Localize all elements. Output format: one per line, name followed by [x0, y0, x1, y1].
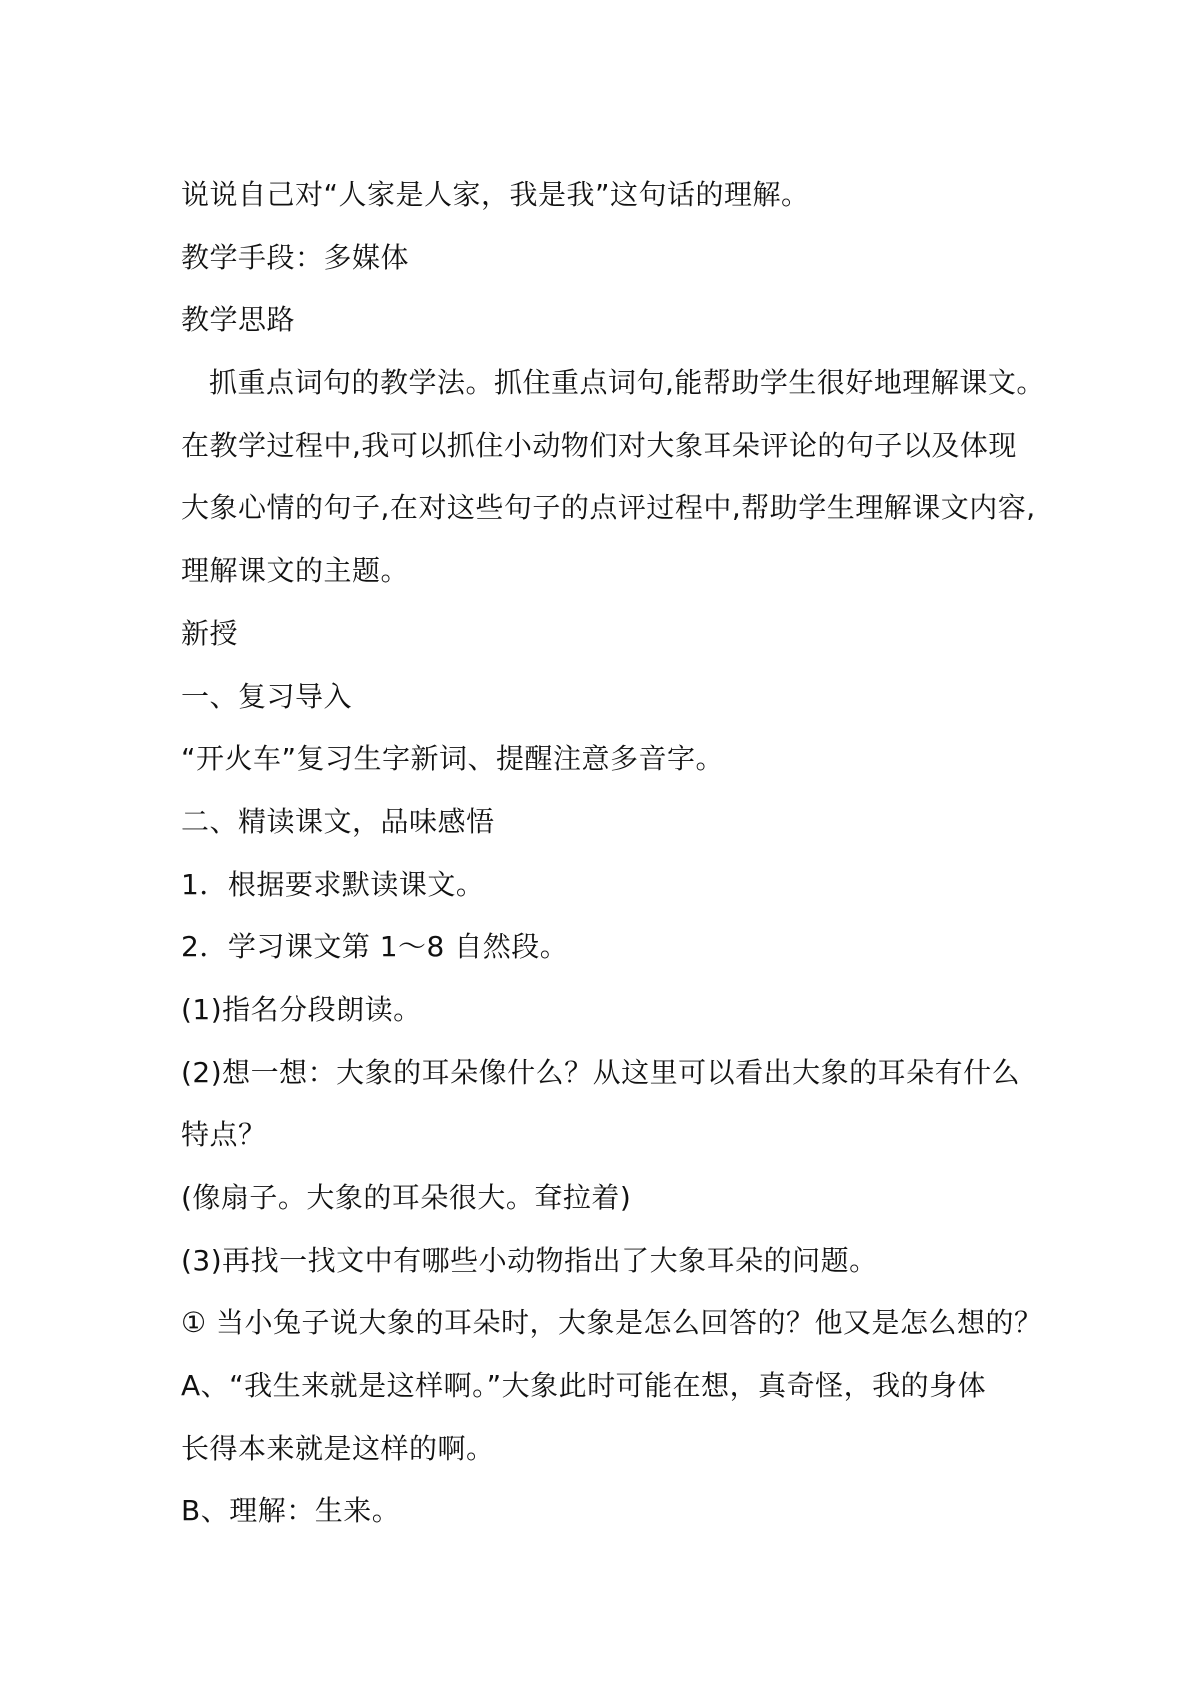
list-item: A、“我生来就是这样啊。”大象此时可能在想，真奇怪，我的身体 [181, 1369, 987, 1403]
document-body [181, 164, 1045, 1543]
section-heading: 教学思路 [181, 303, 296, 337]
text-line: 长得本来就是这样的啊。 [181, 1431, 495, 1465]
text-line: 教学手段：多媒体 [181, 240, 410, 274]
list-item: B、理解：生来。 [181, 1494, 401, 1528]
list-item: (1)指名分段朗读。 [181, 992, 422, 1026]
list-item: 1．根据要求默读课文。 [181, 867, 485, 901]
text-line: 在教学过程中,我可以抓住小动物们对大象耳朵评论的句子以及体现 [181, 428, 1017, 462]
text-line: 特点？ [181, 1118, 267, 1152]
text-line: (像扇子。大象的耳朵很大。耷拉着) [181, 1181, 632, 1214]
text-line: 理解课文的主题。 [181, 554, 410, 588]
text-line: 说说自己对“人家是人家，我是我”这句话的理解。 [181, 178, 810, 211]
section-heading: 二、精读课文，品味感悟 [181, 804, 495, 838]
section-heading: 新授 [181, 616, 239, 650]
text-line: 抓重点词句的教学法。抓住重点词句,能帮助学生很好地理解课文。 [209, 366, 1045, 400]
section-heading: 一、复习导入 [181, 679, 353, 713]
list-item: (3)再找一找文中有哪些小动物指出了大象耳朵的问题。 [181, 1243, 878, 1277]
text-line: 大象心情的句子,在对这些句子的点评过程中,帮助学生理解课文内容, [181, 491, 1036, 525]
list-item: 2．学习课文第 1～8 自然段。 [181, 930, 569, 964]
list-item: (2)想一想：大象的耳朵像什么？从这里可以看出大象的耳朵有什么 [181, 1055, 1021, 1089]
text-line: “开火车”复习生字新词、提醒注意多音字。 [181, 742, 725, 776]
list-item: ① 当小兔子说大象的耳朵时，大象是怎么回答的？他又是怎么想的？ [181, 1306, 1043, 1340]
